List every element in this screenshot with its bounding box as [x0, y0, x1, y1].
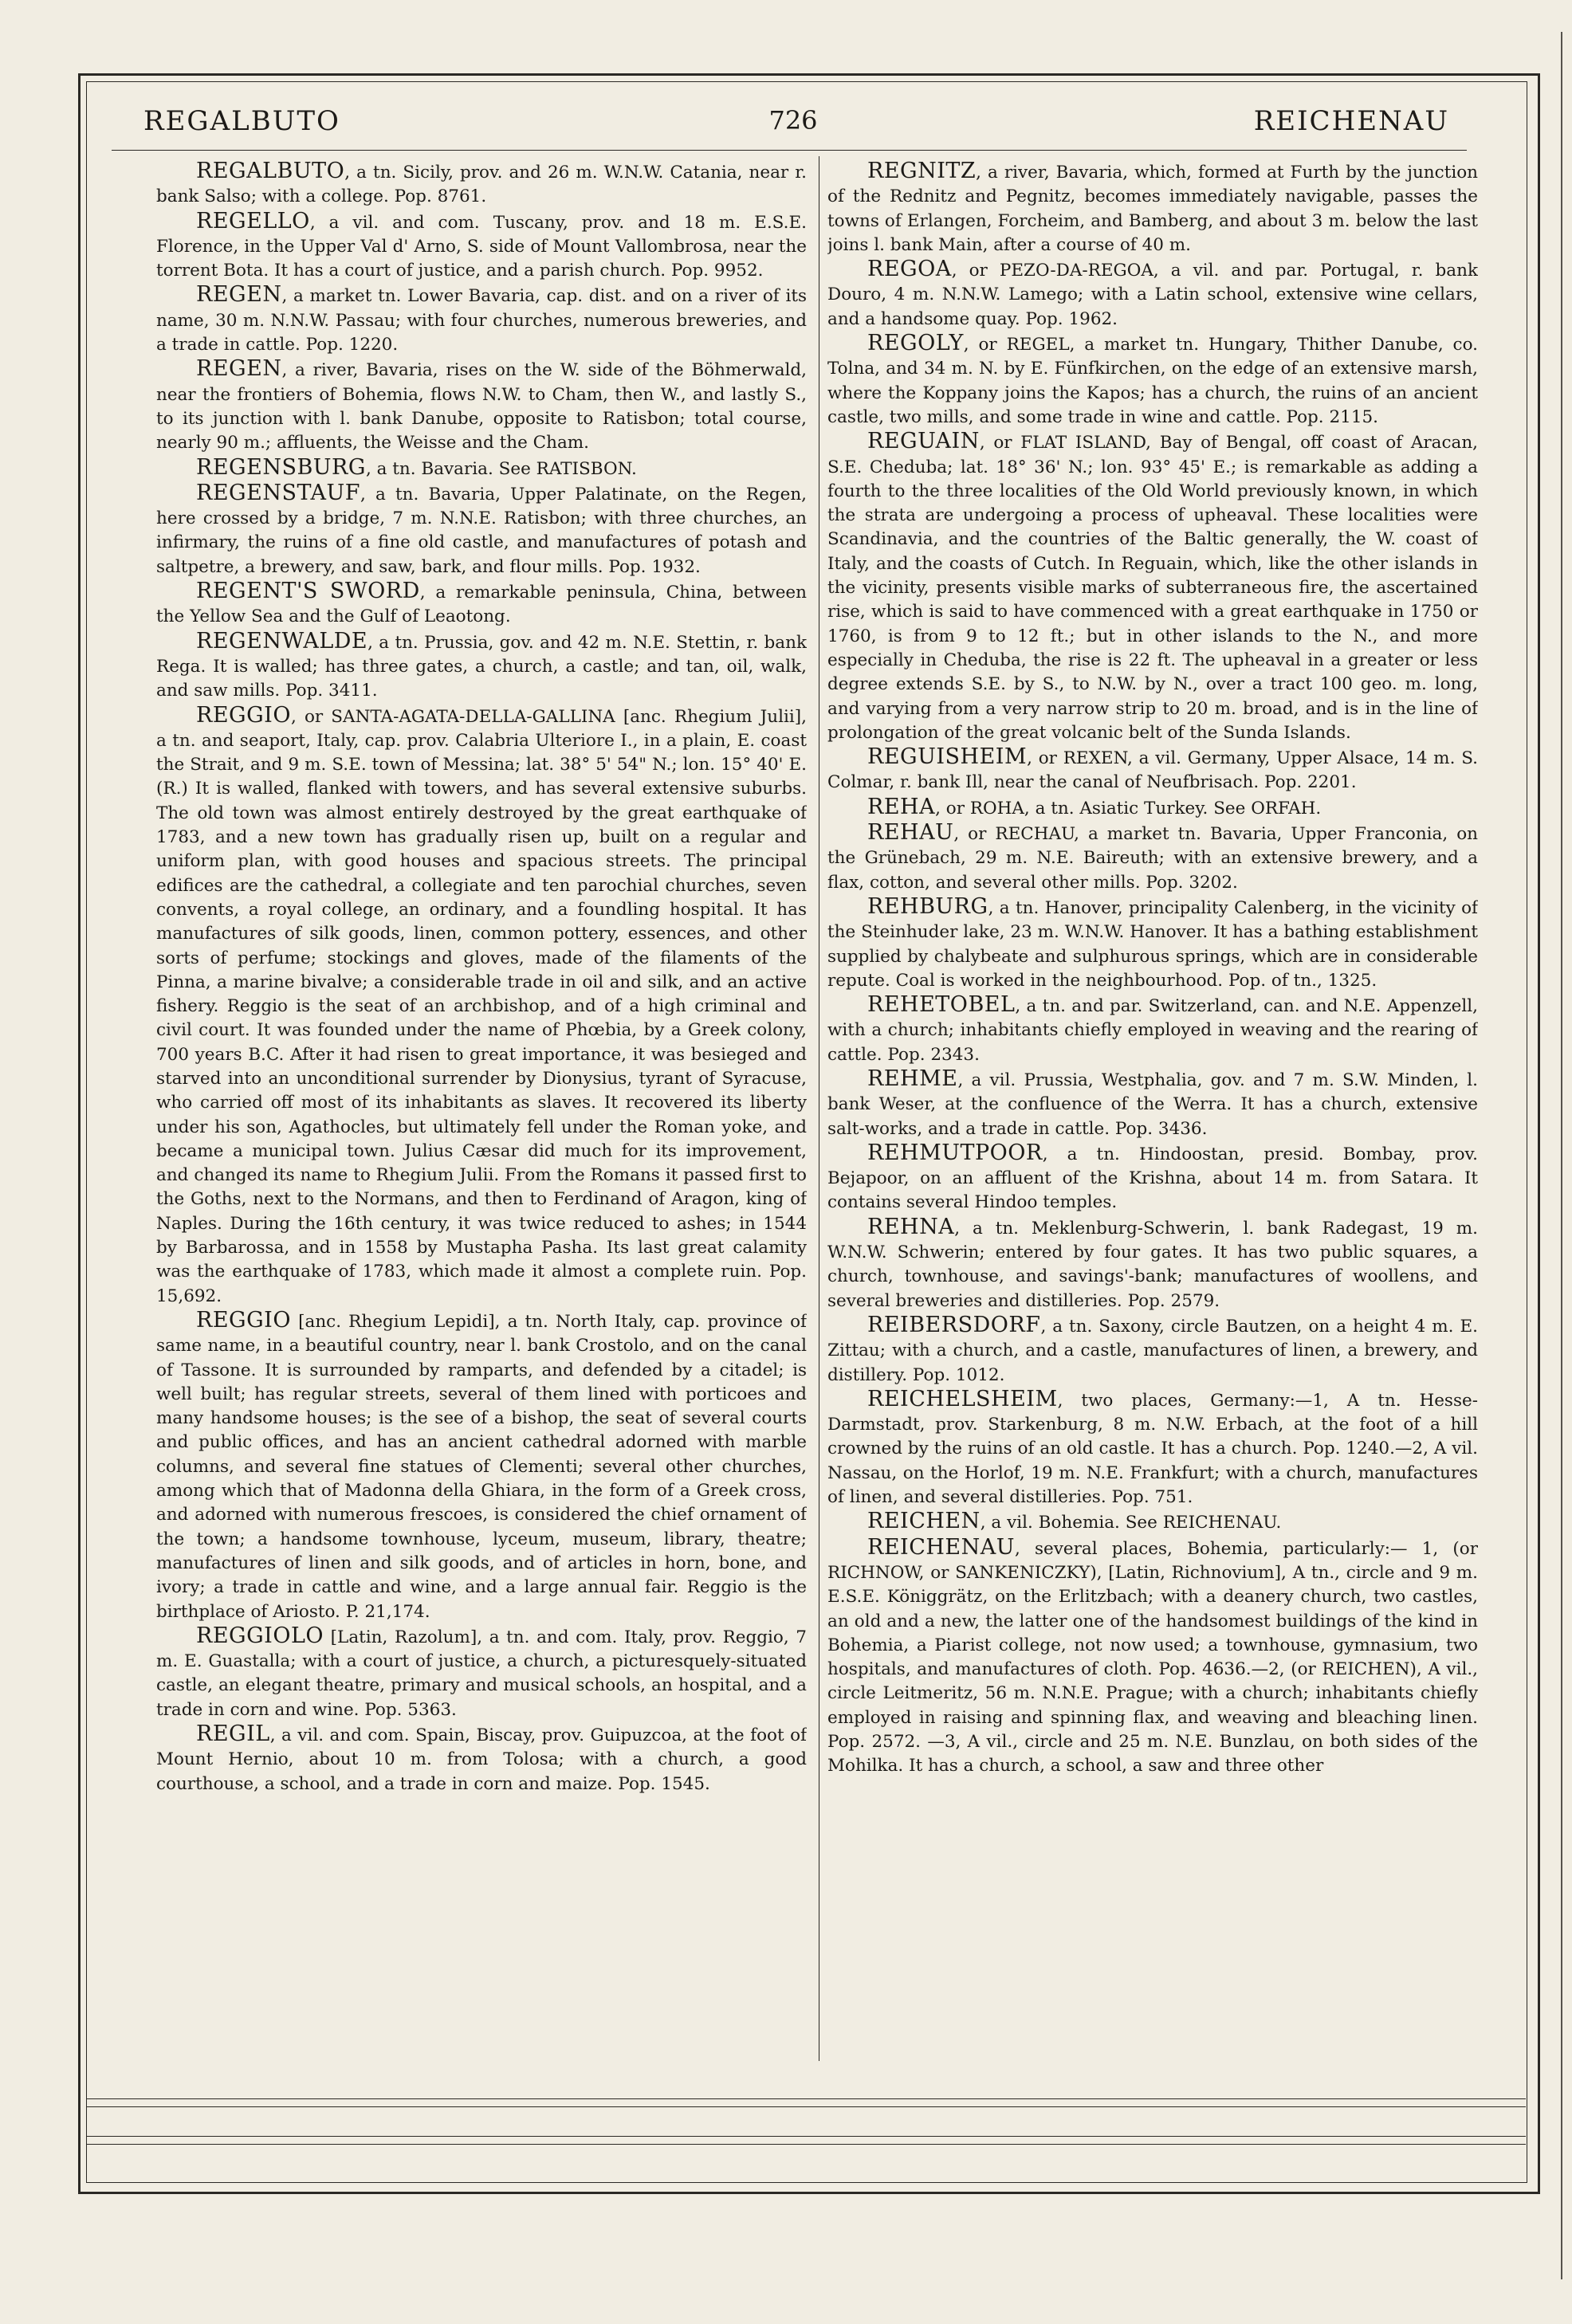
entry-headword: REGGIO	[196, 702, 291, 728]
entry-headword: REGALBUTO	[196, 159, 345, 183]
header-rule	[112, 150, 1467, 151]
gazetteer-entry	[156, 210, 807, 284]
entry-text: , a tn. Hanover, principality Calenberg, in the vicinity of the Steinhuder lake, 23 m. W.N.W. Hanover. It has a bathing establishment supplied by chalybeate and sulphurous springs, which are in considerable repute. Coal is worked in the neighbourhood. Pop. of tn., 1325.	[827, 897, 1478, 991]
gazetteer-entry	[827, 1313, 1478, 1388]
gazetteer-entry	[827, 1536, 1478, 1779]
entry-text: , a vil. Prussia, Westphalia, gov. and 7 m. S.W. Minden, l. bank Weser, at the confluence of the Werra. It has a church, extensive salt-works, and a trade in cattle. Pop. 3436.	[827, 1070, 1478, 1139]
entry-text: , a market tn. Lower Bavaria, cap. dist. and on a river of its name, 30 m. N.N.W. Passau; with four churches, numerous breweries, and a trade in cattle. Pop. 1220.	[156, 286, 807, 355]
entry-text: , several places, Bohemia, particularly:— 1, (or RICHNOW, or SANKENICZKY), [Latin, Richnovium], A tn., circle and 9 m. E.S.E. Königgrätz, on the Erlitzbach; with a deanery church, two castles, an old and a new, the latter one of the handsomest buildings of the kind in Bohemia, a Piarist college, not now used; a townhouse, gymnasium, two hospitals, and manufactures of cloth. Pop. 4636.—2, (or REICHEN), A vil., circle Leitmeritz, 56 m. N.N.E. Prague; with a church; inhabitants chiefly employed in raising and spinning flax, and weaving and bleaching linen. Pop. 2572. —3, A vil., circle and 25 m. N.E. Bunzlau, on both sides of the Mohilka. It has a church, a school, a saw and three other	[827, 1538, 1478, 1776]
footer-rule-1	[86, 2098, 1526, 2099]
gazetteer-entry	[156, 1309, 807, 1624]
entry-text: , a tn. Meklenburg-Schwerin, l. bank Radegast, 19 m. W.N.W. Schwerin; entered by four gates. It has two public squares, a church, townhouse, and savings'-bank; manufactures of woollens, and several breweries and distilleries. Pop. 2579.	[827, 1218, 1478, 1311]
header-last-entry: REICHENAU	[1253, 105, 1449, 137]
gazetteer-entry	[827, 993, 1478, 1067]
entry-text: , or REGEL, a market tn. Hungary, Thither Danube, co. Tolna, and 34 m. N. by E. Fünfkirchen, on the edge of an extensive marsh, where the Koppany joins the Kapos; has a church, the ruins of an ancient castle, two mills, and some trade in wine and cattle. Pop. 2115.	[827, 335, 1478, 427]
entry-text: , a river, Bavaria, rises on the W. side of the Böhmerwald, near the frontiers of Bohemia, flows N.W. to Cham, then W., and lastly S., to its junction with l. bank Danube, opposite to Ratisbon; total course, nearly 90 m.; affluents, the Weisse and the Cham.	[156, 360, 807, 453]
header-first-entry: REGALBUTO	[143, 105, 340, 137]
entry-text: , a vil. and com. Tuscany, prov. and 18 m. E.S.E. Florence, in the Upper Val d' Arno, S. side of Mount Vallombrosa, near the torrent Bota. It has a court of justice, and a parish church. Pop. 9952.	[156, 212, 807, 281]
entry-text: , a tn. Hindoostan, presid. Bombay, prov. Bejapoor, on an affluent of the Krishna, about 14 m. from Satara. It contains several Hindoo temples.	[827, 1144, 1478, 1213]
gazetteer-entry	[827, 1215, 1478, 1313]
entry-text: [Latin, Razolum], a tn. and com. Italy, prov. Reggio, 7 m. E. Guastalla; with a court of justice, a church, a picturesquely-situated castle, an elegant theatre, primary and musical schools, an hospital, and a trade in corn and wine. Pop. 5363.	[156, 1627, 807, 1720]
entry-headword: REGENWALDE	[196, 628, 368, 654]
entry-text: , or SANTA-AGATA-DELLA-GALLINA [anc. Rhegium Julii], a tn. and seaport, Italy, cap. prov. Calabria Ulteriore I., in a plain, E. coast the Strait, and 9 m. S.E. town of Messina; lat. 38° 5' 54" N.; lon. 15° 40' E. (R.) It is walled, flanked with towers, and has several extensive suburbs. The old town was almost entirely destroyed by the great earthquake of 1783, and a new town has gradually risen up, built on a regular and uniform plan, with good houses and spacious streets. The principal edifices are the cathedral, a collegiate and ten parochial churches, seven convents, a royal college, an ordinary, and a foundling hospital. It has manufactures of silk goods, linen, common pottery, essences, and other sorts of perfume; stockings and gloves, made of the filaments of the Pinna, a marine bivalve; a considerable trade in oil and silk, and an active fishery. Reggio is the seat of an archbishop, and of a high criminal and civil court. It was founded under the name of Phœbia, by a Greek colony, 700 years B.C. After it had risen to great importance, it was besieged and starved into an unconditional surrender by Dionysius, tyrant of Syracuse, who carried off most of its inhabitants as slaves. It recovered its liberty under his son, Agathocles, but ultimately fell under the Roman yoke, and became a municipal town. Julius Cæsar did much for its improvement, and changed its name to Rhegium Julii. From the Romans it passed first to the Goths, next to the Normans, and then to Ferdinand of Aragon, king of Naples. During the 16th century, it was twice reduced to ashes; in 1544 by Barbarossa, and in 1558 by Mustapha Pasha. Its last great calamity was the earthquake of 1783, which made it almost a complete ruin. Pop. 15,692.	[156, 706, 807, 1306]
running-header	[120, 94, 1467, 142]
entry-headword: REHETOBEL	[867, 992, 1016, 1018]
entry-headword: REHBURG	[867, 893, 988, 919]
entry-text: , a tn. Saxony, circle Bautzen, on a height 4 m. E. Zittau; with a church, and a castle, manufactures of linen, a brewery, and distillery. Pop. 1012.	[827, 1316, 1478, 1385]
gazetteer-entry	[827, 895, 1478, 993]
gazetteer-entry	[827, 257, 1478, 332]
gazetteer-entry	[827, 745, 1478, 795]
entry-headword: REHAU	[867, 820, 954, 846]
entry-text: , or PEZO-DA-REGOA, a vil. and par. Portugal, r. bank Douro, 4 m. N.N.W. Lamego; with a Latin school, extensive wine cellars, and a handsome quay. Pop. 1962.	[827, 261, 1478, 329]
footer-rule-2	[86, 2106, 1526, 2107]
entry-text: , a vil. Bohemia. See REICHENAU.	[980, 1513, 1282, 1533]
entry-headword: REGGIOLO	[196, 1623, 324, 1648]
entry-text: [anc. Rhegium Lepidi], a tn. North Italy, cap. province of same name, in a beautiful country, near l. bank Crostolo, and on the canal of Tassone. It is surrounded by ramparts, and defended by a citadel; is well built; has regular streets, several of them lined with porticoes and many handsome houses; is the see of a bishop, the seat of several courts and public offices, and has an ancient cathedral adorned with marble columns, and several fine statues of Clementi; several other churches, among which that of Madonna della Ghiara, in the form of a Greek cross, and adorned with numerous frescoes, is considered the chief ornament of the town; a handsome townhouse, lyceum, museum, library, theatre; manufactures of linen and silk goods, and of articles in horn, bone, and ivory; a trade in cattle and wine, and a large annual fair. Reggio is the birthplace of Ariosto. P. 21,174.	[156, 1311, 807, 1622]
entry-headword: REGIL	[196, 1721, 270, 1746]
header-page-number: 726	[768, 105, 818, 135]
gazetteer-entry	[827, 430, 1478, 745]
gazetteer-entry	[156, 630, 807, 704]
entry-headword: REGEN	[196, 282, 282, 308]
entry-headword: REHA	[867, 794, 936, 819]
gazetteer-entry	[156, 283, 807, 357]
gazetteer-entry	[156, 1624, 807, 1722]
gazetteer-entry	[827, 821, 1478, 895]
entry-text: , a tn. Sicily, prov. and 26 m. W.N.W. Catania, near r. bank Salso; with a college. Pop. 8761.	[156, 163, 807, 207]
entry-text: , or REXEN, a vil. Germany, Upper Alsace, 14 m. S. Colmar, r. bank Ill, near the canal of Neufbrisach. Pop. 2201.	[827, 748, 1478, 793]
entry-text: , two places, Germany:—1, A tn. Hesse-Darmstadt, prov. Starkenburg, 8 m. N.W. Erbach, at the foot of a hill crowned by the ruins of an old castle. It has a church. Pop. 1240.—2, A vil. Nassau, on the Horlof, 19 m. N.E. Frankfurt; with a church, manufactures of linen, and several distilleries. Pop. 751.	[827, 1390, 1478, 1508]
entry-headword: REGGIO	[196, 1307, 291, 1333]
entry-headword: REGENSTAUF	[196, 480, 360, 505]
gazetteer-entry	[827, 1141, 1478, 1215]
entry-headword: REGENSBURG	[196, 454, 366, 480]
left-column	[156, 159, 807, 2072]
gazetteer-entry	[156, 1722, 807, 1796]
gazetteer-entry	[827, 1067, 1478, 1141]
gazetteer-entry	[156, 481, 807, 579]
footer-rule-3	[86, 2136, 1526, 2137]
gazetteer-entry	[827, 332, 1478, 430]
entry-text: , a vil. and com. Spain, Biscay, prov. Guipuzcoa, at the foot of Mount Hernio, about 10 m. from Tolosa; with a church, a good courthouse, a school, and a trade in corn and maize. Pop. 1545.	[156, 1725, 807, 1794]
gazetteer-entry	[827, 795, 1478, 821]
entry-text: , or FLAT ISLAND, Bay of Bengal, off coast of Aracan, S.E. Cheduba; lat. 18° 36' N.; lon. 93° 45' E.; is remarkable as adding a fourth to the three localities of the Old World previously known, in which the strata are undergoing a process of upheaval. These localities were Scandinavia, and the countries of the Baltic generally, the W. coast of Italy, and the coasts of Cutch. In Reguain, which, like the other islands in the vicinity, presents visible marks of subterraneous fire, the ascertained rise, which is said to have commenced with a great earthquake in 1750 or 1760, is from 9 to 12 ft.; but in other islands to the N., and more especially in Cheduba, the rise is 22 ft. The upheaval in a greater or less degree extends S.E. by S., to N.W. by N., over a tract 100 geo. m. long, and varying from a very narrow strip to 20 m. broad, and is in the line of prolongation of the great volcanic belt of the Sunda Islands.	[827, 433, 1478, 743]
entry-text: , a tn. Prussia, gov. and 42 m. N.E. Stettin, r. bank Rega. It is walled; has three gates, a church, a castle; and tan, oil, walk, and saw mills. Pop. 3411.	[156, 632, 807, 701]
entry-headword: REICHENAU	[867, 1534, 1015, 1560]
entry-headword: REICHEN	[867, 1509, 981, 1534]
page-edge-line	[1561, 32, 1562, 2279]
entry-headword: REGELLO	[196, 208, 310, 234]
gazetteer-entry	[156, 456, 807, 481]
entry-headword: REHMUTPOOR	[867, 1140, 1043, 1165]
gazetteer-entry	[156, 579, 807, 630]
entry-headword: REGEN	[196, 356, 282, 382]
entry-text: , a remarkable peninsula, China, between the Yellow Sea and the Gulf of Leaotong.	[156, 583, 807, 627]
right-column	[827, 159, 1478, 2072]
entry-headword: REGUAIN	[867, 429, 980, 454]
entry-text: , or ROHA, a tn. Asiatic Turkey. See ORFAH.	[935, 798, 1322, 819]
entry-headword: REGNITZ	[867, 159, 977, 183]
entry-headword: REIBERSDORF	[867, 1312, 1041, 1337]
gazetteer-entry	[827, 1388, 1478, 1509]
entry-headword: REICHELSHEIM	[867, 1386, 1058, 1411]
entry-text: , a tn. Bavaria, Upper Palatinate, on the Regen, here crossed by a bridge, 7 m. N.N.E. Ratisbon; with three churches, an infirmary, the ruins of a fine old castle, and manufactures of potash and saltpetre, a brewery, and saw, bark, and flour mills. Pop. 1932.	[156, 484, 807, 577]
entry-headword: REGENT'S SWORD	[196, 579, 420, 604]
entry-text: , a tn. and par. Switzerland, can. and N.E. Appenzell, with a church; inhabitants chiefly employed in weaving and the rearing of cattle. Pop. 2343.	[827, 996, 1478, 1065]
entry-headword: REGOLY	[867, 331, 964, 356]
entry-headword: REGUISHEIM	[867, 744, 1028, 770]
entry-headword: REHME	[867, 1066, 958, 1091]
footer-rule-4	[86, 2144, 1526, 2145]
gazetteer-entry	[156, 159, 807, 210]
entry-text: , or RECHAU, a market tn. Bavaria, Upper Franconia, on the Grünebach, 29 m. N.E. Baireuth; with an extensive brewery, and a flax, cotton, and several other mills. Pop. 3202.	[827, 824, 1478, 893]
gazetteer-entry	[827, 1509, 1478, 1535]
gazetteer-entry	[156, 357, 807, 455]
entry-text: , a tn. Bavaria. See RATISBON.	[365, 458, 637, 479]
entry-headword: REHNA	[867, 1214, 955, 1239]
gazetteer-entry	[156, 704, 807, 1309]
gazetteer-entry	[827, 159, 1478, 257]
entry-headword: REGOA	[867, 257, 952, 282]
entry-text: , a river, Bavaria, which, formed at Furth by the junction of the Rednitz and Pegnitz, becomes immediately navigable, passes the towns of Erlangen, Forcheim, and Bamberg, and about 3 m. below the last joins l. bank Main, after a course of 40 m.	[827, 163, 1478, 255]
